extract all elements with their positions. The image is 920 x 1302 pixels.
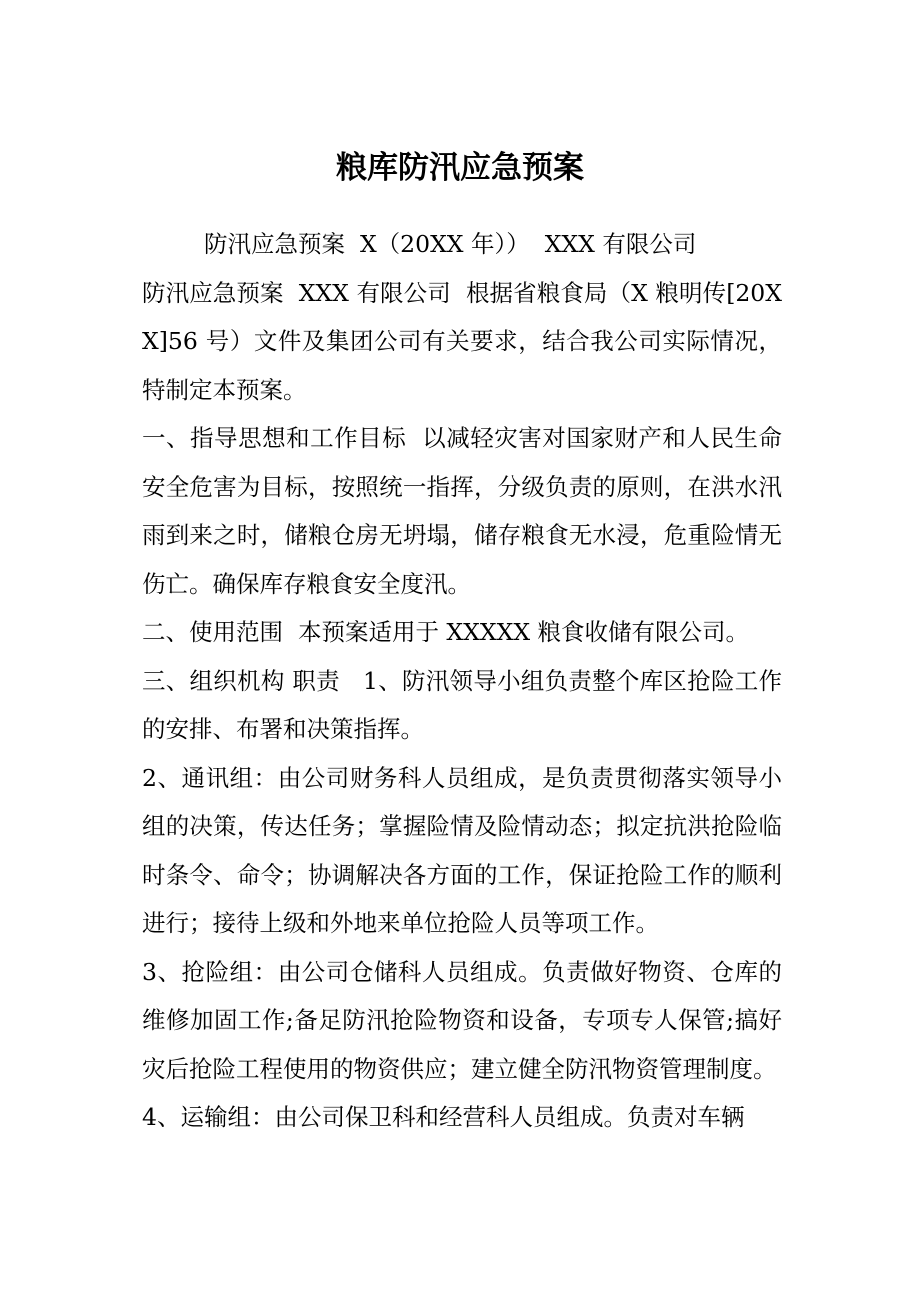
paragraph-scope: 二、使用范围 本预案适用于 XXXXX 粮食收储有限公司。: [142, 618, 750, 646]
paragraph-guiding-ideology: 一、指导思想和工作目标 以减轻灾害对国家财产和人民生命安全危害为目标，按照统一指挥，分级负责的原则，在洪水汛雨到来之时，储粮仓房无坍塌，储存粮食无水浸，危重险情无伤亡。确保库存粮食安全度汛。: [142, 424, 782, 598]
document-body: [142, 220, 782, 1142]
paragraph-rescue-group: 3、抢险组：由公司仓储科人员组成。负责做好物资、仓库的维修加固工作;备足防汛抢险物资和设备，专项专人保管;搞好灾后抢险工程使用的物资供应；建立健全防汛物资管理制度。: [142, 957, 782, 1083]
document-title: 粮库防汛应急预案: [336, 150, 584, 186]
paragraph-header-line: 防汛应急预案 X（20XX 年）） XXX 有限公司: [204, 230, 697, 258]
paragraph-organization: 三、组织机构 职责 1、防汛领导小组负责整个库区抢险工作的安排、布署和决策指挥。: [142, 666, 782, 743]
paragraph-transport-group: 4、运输组：由公司保卫科和经营科人员组成。负责对车辆: [142, 1103, 745, 1131]
paragraph-communication-group: 2、通讯组：由公司财务科人员组成，是负责贯彻落实领导小组的决策，传达任务；掌握险情及险情动态；拟定抗洪抢险临时条令、命令；协调解决各方面的工作，保证抢险工作的顺利进行；接待上级和外地来单位抢险人员等项工作。: [142, 763, 782, 937]
paragraph-intro: 防汛应急预案 XXX 有限公司 根据省粮食局（X 粮明传[20XX]56 号）文件及集团公司有关要求，结合我公司实际情况，特制定本预案。: [142, 278, 782, 404]
